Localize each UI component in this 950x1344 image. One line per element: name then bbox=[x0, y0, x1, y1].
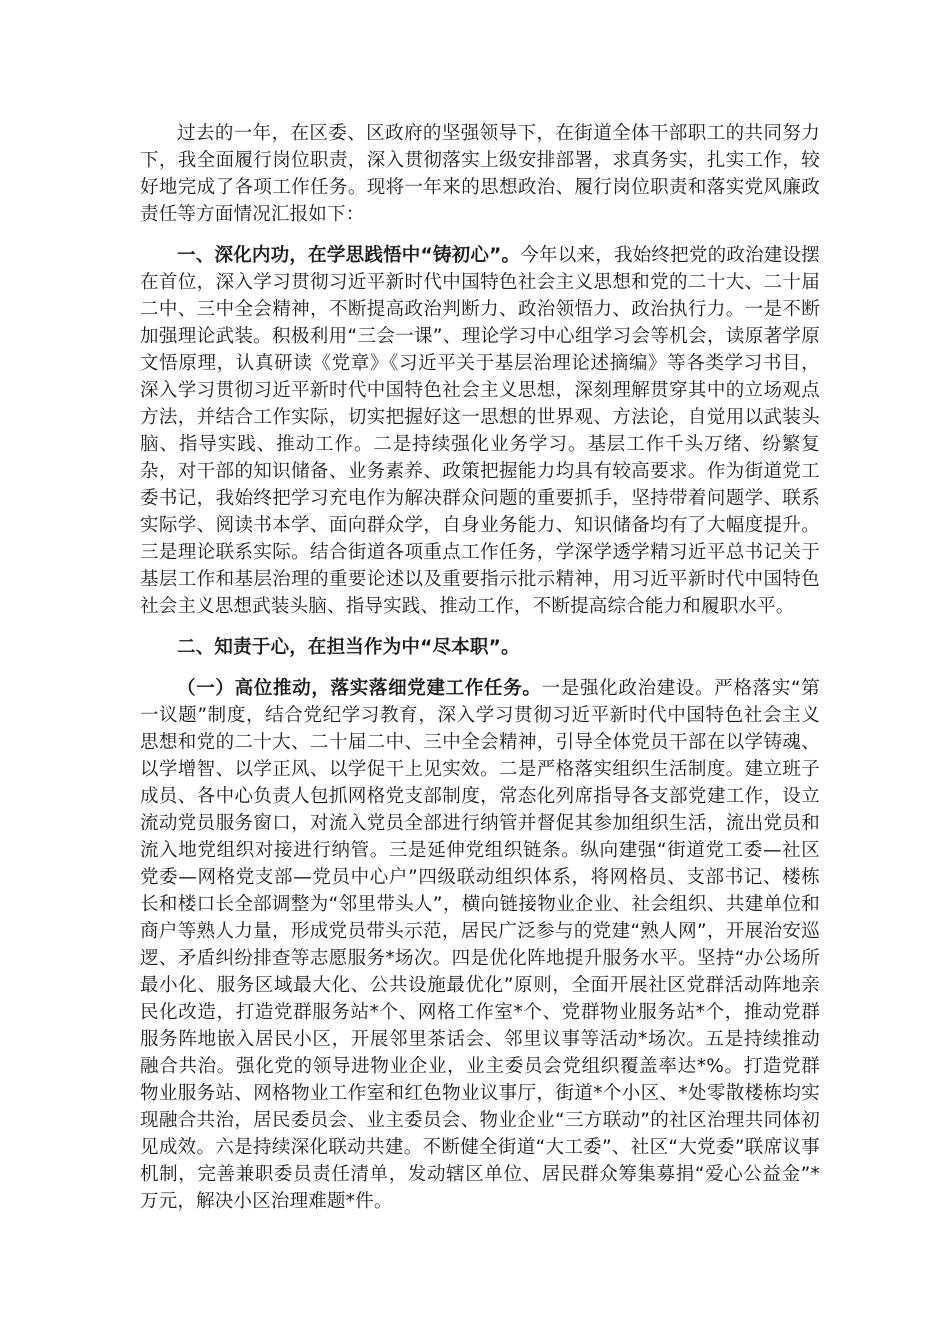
subsection-1-body: 一是强化政治建设。严格落实“第一议题”制度，结合党纪学习教育，深入学习贯彻习近平新时代中国特色社会主义思想和党的二十大、二十届二中、三中全会精神，引导全体党员干部在以学铸魂、以学增智、以学正风、以学促干上见实效。二是严格落实组织生活制度。建立班子成员、各中心负责人包抓网格党支部制度，常态化列席指导各支部党建工作，设立流动党员服务窗口，对流入党员全部进行纳管并督促其参加组织生活，流出党员和流入地党组织对接进行纳管。三是延伸党组织链条。纵向建强“街道党工委—社区党委—网格党支部—党员中心户”四级联动组织体系，将网格员、支部书记、楼栋长和楼口长全部调整为“邻里带头人”，横向链接物业企业、社会组织、共建单位和商户等熟人力量，形成党员带头示范，居民广泛参与的党建“熟人网”，开展治安巡逻、矛盾纠纷排查等志愿服务*场次。四是优化阵地提升服务水平。坚持“办公场所最小化、服务区域最大化、公共设施最优化”原则，全面开展社区党群活动阵地亲民化改造，打造党群服务站*个、网格工作室*个、党群物业服务站*个，推动党群服务阵地嵌入居民小区，开展邻里茶话会、邻里议事等活动*场次。五是持续推动融合共治。强化党的领导进物业企业，业主委员会党组织覆盖率达*%。打造党群物业服务站、网格物业工作室和红色物业议事厅，街道*个小区、*处零散楼栋均实现融合共治，居民委员会、业主委员会、物业企业“三方联动”的社区治理共同体初见成效。六是持续深化联动共建。不断健全街道“大工委”、社区“大党委”联席议事机制，完善兼职委员责任清单，发动辖区单位、居民群众筹集募捐“爱心公益金”*万元，解决小区治理难题*件。 bbox=[140, 678, 820, 1212]
section-2-heading-keyword: “尽本职” bbox=[420, 637, 501, 658]
subsection-1-paragraph bbox=[140, 675, 820, 1215]
section-2-heading-paragraph bbox=[140, 634, 820, 661]
section-2-heading-end: 。 bbox=[500, 637, 520, 658]
section-1-heading: 一、深化内功，在学思践悟中 bbox=[177, 245, 421, 266]
section-1-paragraph bbox=[140, 242, 820, 620]
subsection-1-heading: （一）高位推动，落实落细党建工作任务。 bbox=[177, 678, 542, 699]
section-1-heading-end: 。 bbox=[501, 245, 521, 266]
section-2-heading: 二、知责于心，在担当作为中 bbox=[177, 637, 421, 658]
section-1-body: 今年以来，我始终把党的政治建设摆在首位，深入学习贯彻习近平新时代中国特色社会主义思想和党的二十大、二十届二中、三中全会精神，不断提高政治判断力、政治领悟力、政治执行力。一是不断加强理论武装。积极利用“三会一课”、理论学习中心组学习会等机会，读原著学原文悟原理，认真研读《党章》《习近平关于基层治理论述摘编》等各类学习书目，深入学习贯彻习近平新时代中国特色社会主义思想，深刻理解贯穿其中的立场观点方法，并结合工作实际，切实把握好这一思想的世界观、方法论，自觉用以武装头脑、指导实践、推动工作。二是持续强化业务学习。基层工作千头万绪、纷繁复杂，对干部的知识储备、业务素养、政策把握能力均具有较高要求。作为街道党工委书记，我始终把学习充电作为解决群众问题的重要抓手，坚持带着问题学、联系实际学、阅读书本学、面向群众学，自身业务能力、知识储备均有了大幅度提升。三是理论联系实际。结合街道各项重点工作任务，学深学透学精习近平总书记关于基层工作和基层治理的重要论述以及重要指示批示精神，用习近平新时代中国特色社会主义思想武装头脑、指导实践、推动工作，不断提高综合能力和履职水平。 bbox=[140, 245, 821, 617]
section-1-heading-keyword: “铸初心” bbox=[420, 245, 502, 266]
document-body bbox=[140, 120, 820, 1228]
intro-paragraph: 过去的一年，在区委、区政府的坚强领导下，在街道全体干部职工的共同努力下，我全面履行岗位职责，深入贯彻落实上级安排部署，求真务实，扎实工作，较好地完成了各项工作任务。现将一年来的思想政治、履行岗位职责和落实党风廉政责任等方面情况汇报如下： bbox=[140, 123, 820, 225]
